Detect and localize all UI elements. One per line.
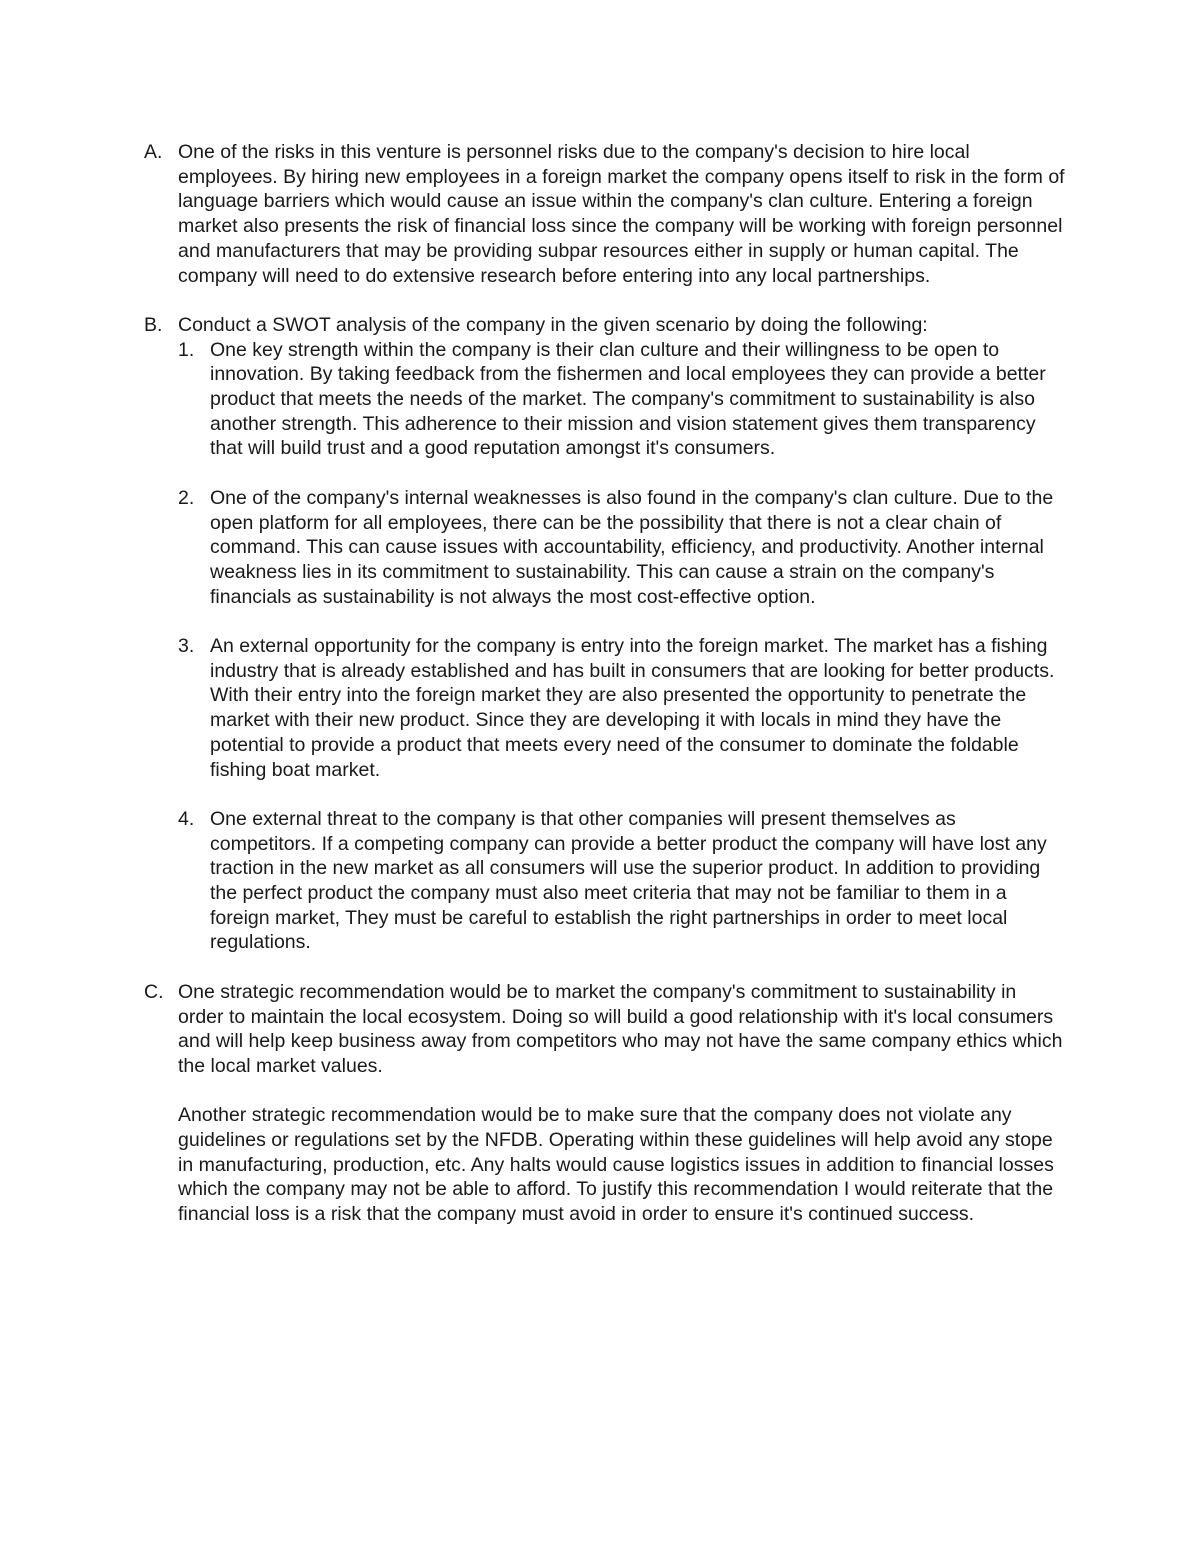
section-b bbox=[140, 313, 1065, 955]
section-c-marker: C. bbox=[144, 980, 164, 1003]
swot-item-opportunity bbox=[178, 634, 1065, 782]
section-c-paragraph-2: Another strategic recommendation would be to make sure that the company does not violate any guidelines or regulations set by the NFDB. Operating within these guidelines will help avoid any stope in manufacturing, production, etc. Any halts would cause logistics issues in addition to financial losses which the company may not be able to afford. To justify this recommendation I would reiterate that the financial loss is a risk that the company must avoid in order to ensure it's continued success. bbox=[178, 1104, 1054, 1226]
section-b-intro: Conduct a SWOT analysis of the company in the given scenario by doing the following: bbox=[178, 313, 928, 336]
section-c-paragraph-1: One strategic recommendation would be to market the company's commitment to sustainability in order to maintain the local ecosystem. Doing so will build a good relationship with it's local consumers and will help keep business away from competitors who may not have the same company ethics which the local market values. bbox=[178, 980, 1063, 1077]
swot-list bbox=[178, 338, 1065, 956]
section-c bbox=[140, 980, 1065, 1227]
swot-item-weakness bbox=[178, 486, 1065, 610]
section-a-text: One of the risks in this venture is personnel risks due to the company's decision to hire local employees. By hiring new employees in a foreign market the company opens itself to risk in the form of language barriers which would cause an issue within the company's clan culture. Entering a foreign market also presents the risk of financial loss since the company will be working with foreign personnel and manufacturers that may be providing subpar resources either in supply or human capital. The company will need to do extensive research before entering into any local partnerships. bbox=[178, 141, 1065, 287]
swot-item-text: One key strength within the company is their clan culture and their willingness to be open to innovation. By taking feedback from the fishermen and local employees they can provide a better product that meets the needs of the market. The company's commitment to sustainability is also another strength. This adherence to their mission and vision statement gives them transparency that will build trust and a good reputation amongst it's consumers. bbox=[210, 338, 1046, 460]
swot-item-text: An external opportunity for the company is entry into the foreign market. The market has a fishing industry that is already established and has built in consumers that are looking for better products. With their entry into the foreign market they are also presented the opportunity to penetrate the market with their new product. Since they are developing it with locals in mind they have the potential to provide a product that meets every need of the consumer to dominate the foldable fishing boat market. bbox=[210, 635, 1055, 781]
swot-item-number: 4. bbox=[178, 807, 195, 830]
swot-item-text: One external threat to the company is that other companies will present themselves as competitors. If a competing company can provide a better product the company will have lost any traction in the new market as all consumers will use the superior product. In addition to providing the perfect product the company must also meet criteria that may not be familiar to them in a foreign market, They must be careful to establish the right partnerships in order to meet local regulations. bbox=[210, 807, 1047, 954]
section-a-marker: A. bbox=[144, 141, 163, 163]
swot-item-number: 3. bbox=[178, 635, 195, 658]
section-a bbox=[140, 140, 1065, 288]
swot-item-text: One of the company's internal weaknesses is also found in the company's clan culture. Due to the open platform for all employees, there can be the possibility that there is not a clear chain of command. This can cause issues with accountability, efficiency, and productivity. Another internal weakness lies in its commitment to sustainability. This can cause a strain on the company's financials as sustainability is not always the most cost-effective option. bbox=[210, 486, 1054, 608]
swot-item-number: 1. bbox=[178, 338, 195, 361]
swot-item-strength bbox=[178, 338, 1065, 462]
document-body bbox=[140, 140, 1065, 1252]
swot-item-threat bbox=[178, 807, 1065, 955]
section-b-marker: B. bbox=[144, 313, 163, 336]
swot-item-number: 2. bbox=[178, 486, 195, 509]
